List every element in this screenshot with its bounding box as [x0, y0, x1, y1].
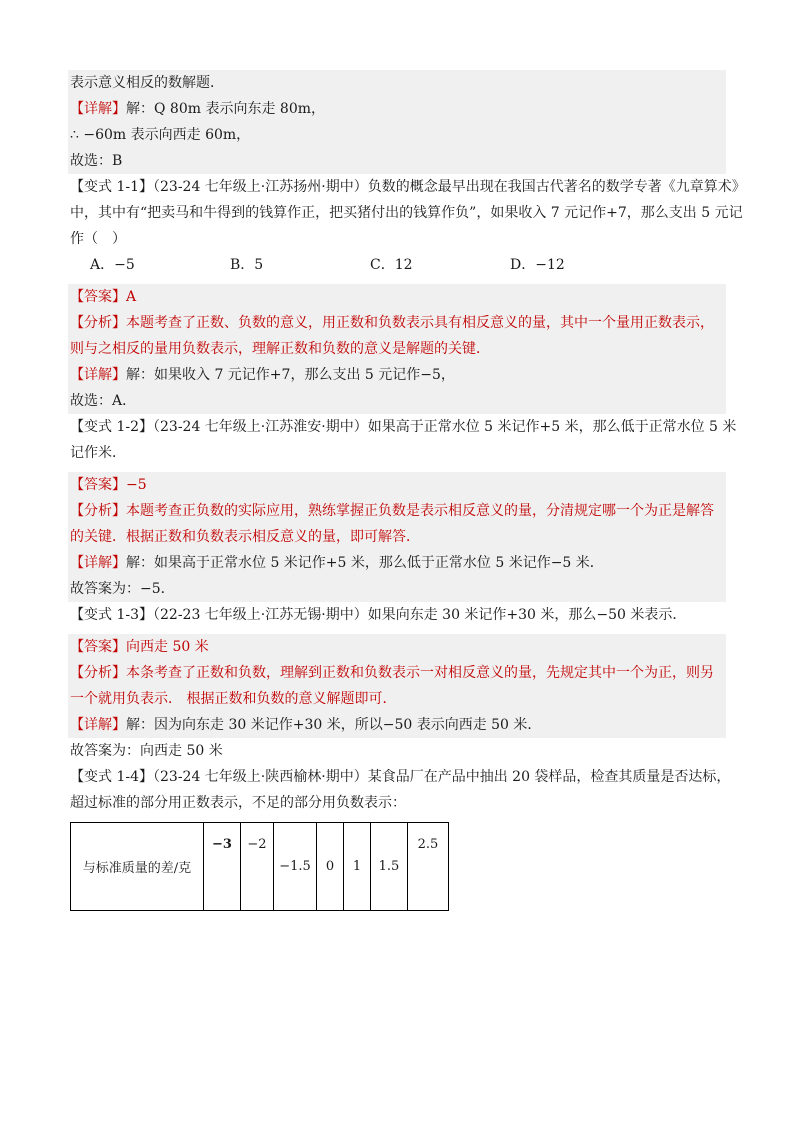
- detail-text: 解：因为向东走 30 米记作+30 米，所以−50 表示向西走 50 米．: [126, 717, 542, 733]
- analysis-line: [70, 498, 724, 524]
- detail-tag: 【详解】: [70, 367, 126, 383]
- variant-1-3-question: [70, 602, 724, 628]
- answer-line: [70, 472, 724, 498]
- variant-1-1-question: [70, 174, 746, 278]
- question-line: 中，其中有“把卖马和牛得到的钱算作正，把买猪付出的钱算作负”，如果收入 7 元记作+7，那么支出 5 元记: [70, 205, 743, 221]
- answer-tag: 【答案】: [70, 639, 126, 655]
- question-text: （23-24 七年级上·江苏淮安·期中）如果高于正常水位 5 米记作+5 米，那么低于正常水位 5 米: [153, 419, 737, 435]
- question-line: 记作米．: [70, 445, 126, 461]
- detail-text: 解：如果收入 7 元记作+7，那么支出 5 元记作−5，: [126, 367, 455, 383]
- analysis-tag: 【分析】: [70, 665, 126, 681]
- options-row: [70, 252, 724, 278]
- solution-line: 表示意义相反的数解题．: [70, 75, 224, 91]
- answer-line: [70, 634, 724, 660]
- analysis-line: 一个就用负表示． 根据正数和负数的意义解题即可．: [70, 691, 397, 707]
- answer-line: [70, 284, 724, 310]
- variant-1-2-question: [70, 414, 737, 466]
- answer-tag: 【答案】: [70, 477, 126, 493]
- question-line: [70, 414, 737, 440]
- weight-difference-table: [70, 822, 449, 911]
- analysis-text: 本题考查了正数、负数的意义，用正数和负数表示具有相反意义的量，其中一个量用正数表示，: [126, 315, 714, 331]
- detail-line: [70, 362, 724, 388]
- detail-text: 解：Q 80m 表示向东走 80m，: [126, 101, 326, 117]
- solution-block-top: [68, 70, 726, 174]
- question-line: 作（ ）: [70, 231, 126, 247]
- answer-text: A: [126, 289, 137, 305]
- option-d: D．−12: [510, 257, 565, 273]
- analysis-text: 本题考查正负数的实际应用，熟练掌握正负数是表示相反意义的量，分清规定哪一个为正是解答: [126, 503, 714, 519]
- conclusion-line: 故选：B: [70, 153, 123, 169]
- table-cell: −3: [204, 823, 241, 911]
- variant-1-3-solution: [68, 634, 726, 738]
- detail-tag: 【详解】: [70, 555, 126, 571]
- question-text: （23-24 七年级上·陕西榆林·期中）某食品厂在产品中抽出 20 袋样品，检查其质量是否达标，: [153, 769, 731, 785]
- analysis-line: [70, 660, 724, 686]
- option-c: C．12: [370, 257, 413, 273]
- table-cell: 1: [344, 823, 371, 911]
- table-header-cell: 与标准质量的差/克: [71, 823, 204, 911]
- question-text: （23-24 七年级上·江苏扬州·期中）负数的概念最早出现在我国古代著名的数学专著《九章算术》: [153, 179, 746, 195]
- table-cell: 1.5: [371, 823, 408, 911]
- conclusion-line: 故答案为：−5．: [70, 581, 175, 597]
- variant-1-1-solution: [68, 284, 726, 414]
- detail-line: [70, 712, 724, 738]
- table-cell: −2: [241, 823, 274, 911]
- option-b: B．5: [230, 257, 264, 273]
- table-row: [71, 823, 449, 911]
- answer-text: 向西走 50 米: [126, 639, 209, 655]
- variant-tag: 【变式 1-1】: [70, 179, 153, 195]
- conclusion-line: 故答案为：向西走 50 米: [70, 743, 223, 759]
- question-text: （22-23 七年级上·江苏无锡·期中）如果向东走 30 米记作+30 米，那么−50 米表示．: [153, 607, 687, 623]
- detail-tag: 【详解】: [70, 717, 126, 733]
- variant-1-4-question: [70, 764, 731, 816]
- table-cell: −1.5: [274, 823, 317, 911]
- question-line: [70, 602, 724, 628]
- analysis-line: 则与之相反的量用负数表示，理解正数和负数的意义是解题的关键．: [70, 341, 490, 357]
- variant-tag: 【变式 1-2】: [70, 419, 153, 435]
- detail-line: [70, 550, 724, 576]
- analysis-line: 的关键．根据正数和负数表示相反意义的量，即可解答．: [70, 529, 420, 545]
- analysis-text: 本条考查了正数和负数，理解到正数和负数表示一对相反意义的量，先规定其中一个为正，则另: [126, 665, 714, 681]
- conclusion-line: 故选：A．: [70, 393, 137, 409]
- solution-line: ∴ −60m 表示向西走 60m，: [70, 127, 251, 143]
- variant-1-2-solution: [68, 472, 726, 602]
- answer-text: −5: [126, 477, 147, 493]
- table-cell: 0: [317, 823, 344, 911]
- detail-line: [70, 96, 724, 122]
- variant-tag: 【变式 1-4】: [70, 769, 153, 785]
- analysis-line: [70, 310, 724, 336]
- answer-tag: 【答案】: [70, 289, 126, 305]
- question-line: 超过标准的部分用正数表示，不足的部分用负数表示：: [70, 795, 406, 811]
- variant-tag: 【变式 1-3】: [70, 607, 153, 623]
- question-line: [70, 174, 746, 200]
- question-line: [70, 764, 731, 790]
- detail-text: 解：如果高于正常水位 5 米记作+5 米，那么低于正常水位 5 米记作−5 米．: [126, 555, 604, 571]
- table-cell: 2.5: [408, 823, 449, 911]
- option-a: A．−5: [90, 257, 135, 273]
- analysis-tag: 【分析】: [70, 315, 126, 331]
- detail-tag: 【详解】: [70, 101, 126, 117]
- document-page: [70, 70, 746, 911]
- analysis-tag: 【分析】: [70, 503, 126, 519]
